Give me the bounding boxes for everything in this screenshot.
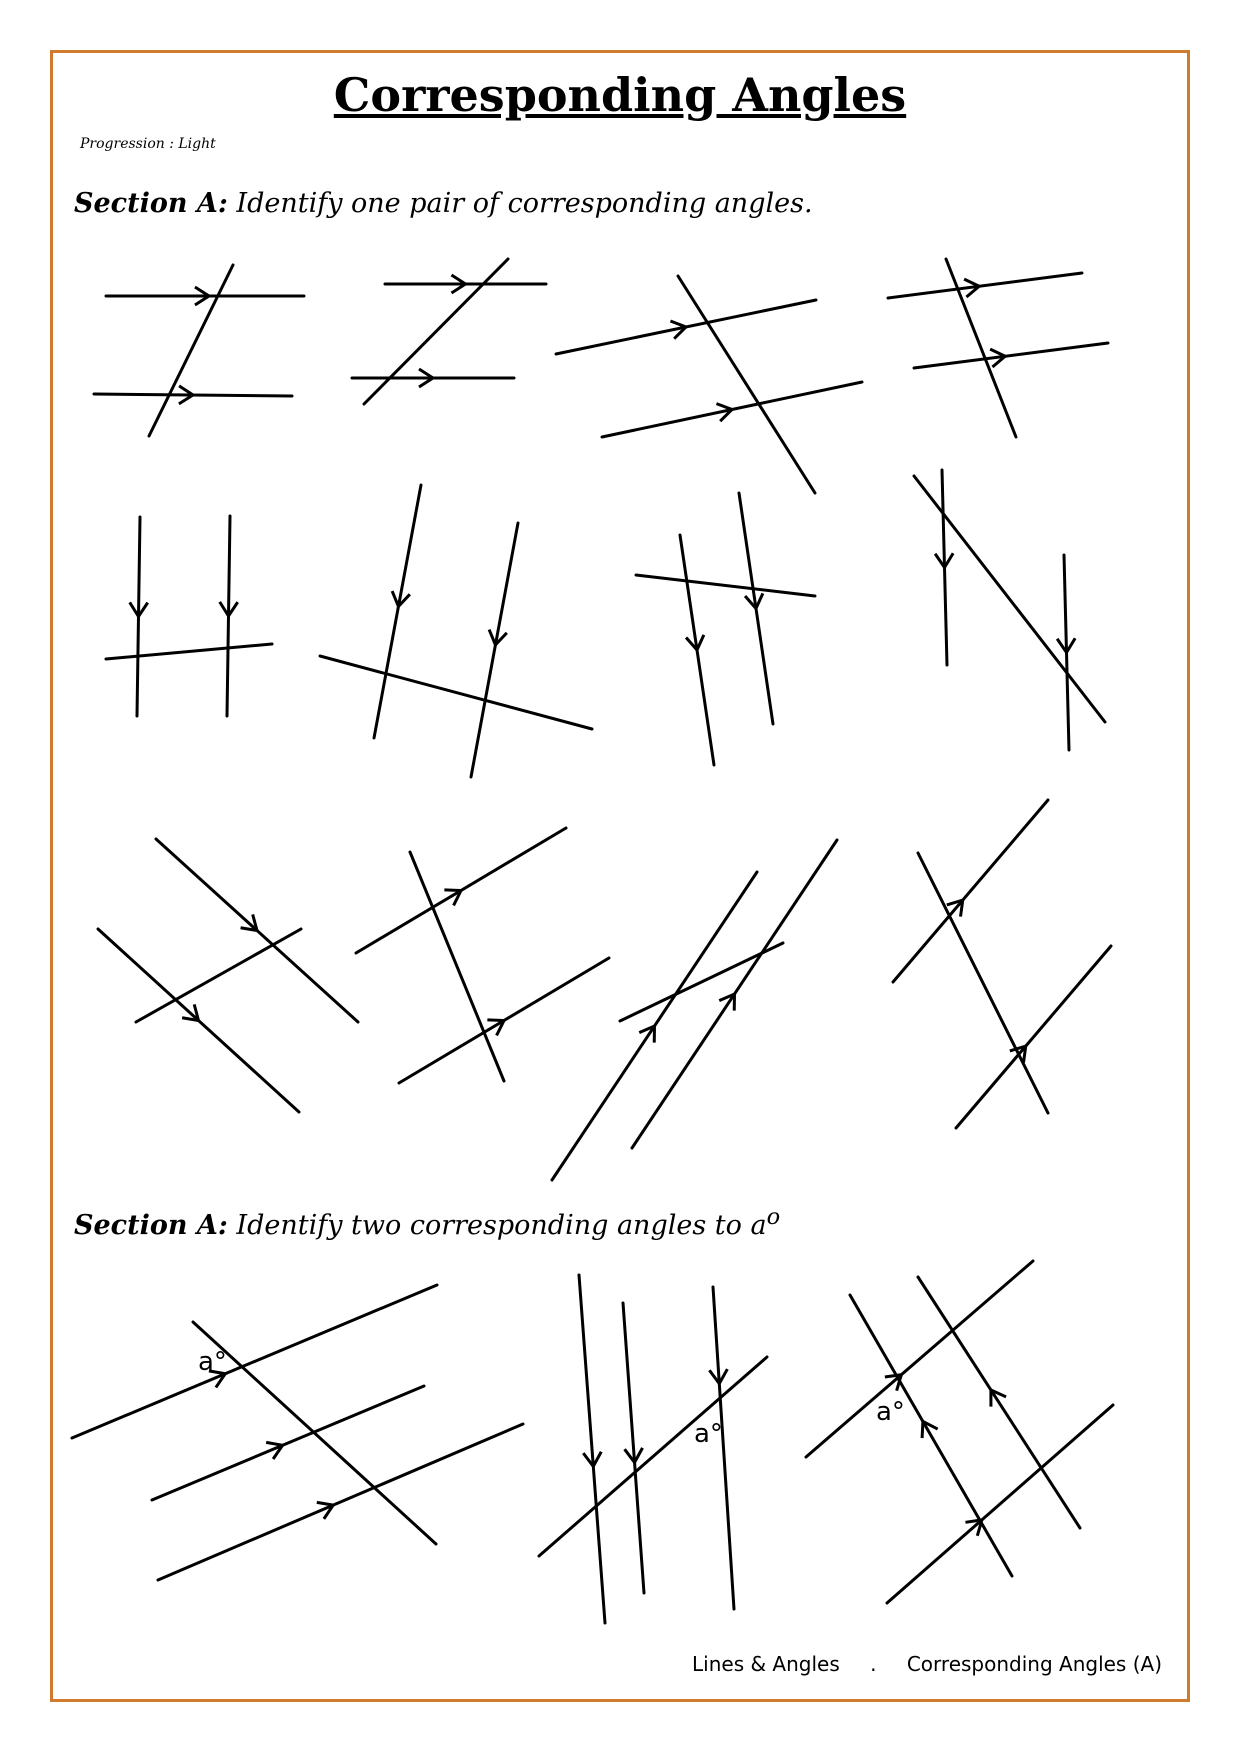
section-b-instruction: Identify two corresponding angles to a	[236, 1210, 767, 1241]
parallel-line	[914, 343, 1108, 368]
parallel-line	[888, 273, 1082, 298]
section-a-label: Section A:	[74, 188, 228, 219]
transversal-line	[364, 259, 508, 404]
footer-separator: .	[870, 1652, 877, 1676]
transversal-line	[914, 476, 1105, 722]
transversal-line	[193, 1322, 436, 1544]
transversal-line	[106, 644, 272, 659]
transversal-line	[539, 1357, 767, 1556]
parallel-line	[579, 1275, 605, 1623]
transversal-line	[410, 852, 504, 1081]
progression-label: Progression : Light	[80, 136, 216, 152]
transversal-line	[320, 656, 592, 729]
angle-a-label: a°	[876, 1397, 905, 1427]
transversal-line	[678, 276, 815, 493]
transversal-line	[149, 265, 233, 436]
parallel-line	[72, 1285, 437, 1438]
angle-a-label: a°	[198, 1347, 227, 1377]
footer	[692, 1652, 1162, 1676]
footer-topic: Lines & Angles	[692, 1652, 840, 1676]
parallel-line	[374, 485, 421, 738]
parallel-line	[806, 1261, 1033, 1457]
transversal-line	[636, 575, 815, 596]
parallel-line	[158, 1424, 523, 1580]
parallel-line	[850, 1295, 1012, 1576]
footer-sheet: Corresponding Angles (A)	[906, 1652, 1162, 1676]
angle-a-label: a°	[694, 1419, 723, 1449]
parallel-line	[918, 1277, 1080, 1528]
section-b-superscript: o	[766, 1204, 781, 1230]
page-title: Corresponding Angles	[333, 68, 907, 122]
transversal-line	[918, 853, 1048, 1113]
parallel-line	[471, 523, 518, 777]
transversal-line	[136, 929, 301, 1022]
section-a-instruction: Identify one pair of corresponding angles.	[236, 188, 813, 219]
section-b-label: Section A:	[74, 1210, 228, 1241]
